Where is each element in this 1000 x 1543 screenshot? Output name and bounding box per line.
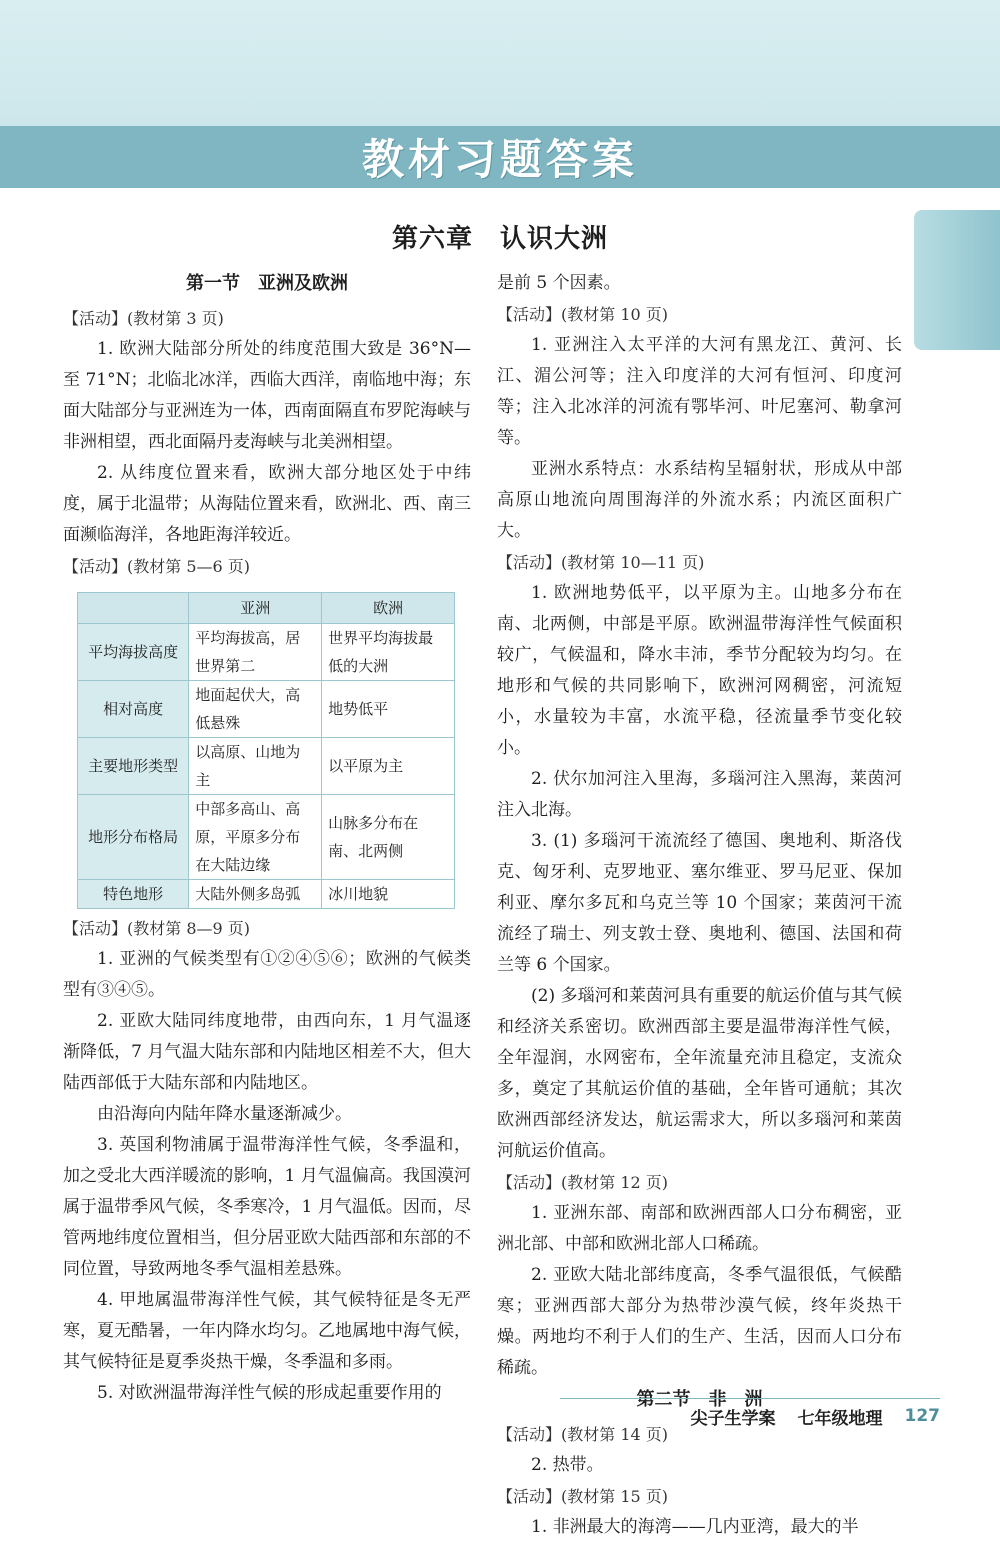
- answer-paragraph: 由沿海向内陆年降水量逐渐减少。: [97, 1104, 352, 1124]
- right-column: [497, 268, 902, 1543]
- table-header: [78, 593, 189, 624]
- activity-label: 【活动】(教材第 8—9 页): [63, 919, 251, 938]
- table-cell: 山脉多分布在南、北两侧: [322, 795, 455, 880]
- answer-paragraph: 2. 从纬度位置来看，欧洲大部分地区处于中纬度，属于北温带；从海陆位置来看，欧洲北、西、南三面濒临海洋，各地距海洋较近。: [63, 463, 471, 545]
- activity-label: 【活动】(教材第 10—11 页): [497, 553, 705, 572]
- left-column: [63, 268, 471, 1409]
- activity-label: 【活动】(教材第 3 页): [63, 309, 224, 328]
- footer-book-title: 尖子生学案: [690, 1408, 776, 1429]
- answer-paragraph: 2. 亚欧大陆北部纬度高，冬季气温很低，气候酷寒；亚洲西部大部分为热带沙漠气候，终年炎热干燥。两地均不利于人们的生产、生活，因而人口分布稀疏。: [497, 1265, 902, 1378]
- activity-label: 【活动】(教材第 12 页): [497, 1173, 669, 1192]
- row-header: 平均海拔高度: [78, 624, 189, 681]
- row-header: 特色地形: [78, 880, 189, 909]
- answer-paragraph: 2. 热带。: [531, 1455, 604, 1475]
- table-header: 欧洲: [322, 593, 455, 624]
- answer-paragraph: 1. 欧洲大陆部分所处的纬度范围大致是 36°N—至 71°N；北临北冰洋，西临大西洋，南临地中海；东面大陆部分与亚洲连为一体，西南面隔直布罗陀海峡与非洲相望，西北面隔丹麦海峡与北美洲相望。: [63, 339, 471, 452]
- table-cell: 以平原为主: [322, 738, 455, 795]
- table-row: [78, 681, 455, 738]
- table-cell: 以高原、山地为主: [189, 738, 322, 795]
- section-title: 第二节 非 洲: [636, 1389, 763, 1410]
- activity-label: 【活动】(教材第 5—6 页): [63, 557, 251, 576]
- table-row: [78, 738, 455, 795]
- table-cell: 地势低平: [322, 681, 455, 738]
- table-cell: 冰川地貌: [322, 880, 455, 909]
- banner-title: 教材习题答案: [361, 135, 638, 184]
- row-header: 相对高度: [78, 681, 189, 738]
- table-row: [78, 624, 455, 681]
- answer-paragraph: (2) 多瑙河和莱茵河具有重要的航运价值与其气候和经济关系密切。欧洲西部主要是温带海洋性气候，全年湿润，水网密布，全年流量充沛且稳定，支流众多，奠定了其航运价值的基础，全年皆可通航；其次欧洲西部经济发达，航运需求大，所以多瑙河和莱茵河航运价值高。: [497, 986, 902, 1161]
- answer-paragraph: 亚洲水系特点：水系结构呈辐射状，形成从中部高原山地流向周围海洋的外流水系；内流区面积广大。: [497, 459, 902, 541]
- table-header-row: [78, 593, 455, 624]
- table-row: [78, 795, 455, 880]
- answer-paragraph: 2. 亚欧大陆同纬度地带，由西向东，1 月气温逐渐降低，7 月气温大陆东部和内陆地区相差不大，但大陆西部低于大陆东部和内陆地区。: [63, 1011, 471, 1093]
- table-cell: 中部多高山、高原，平原多分布在大陆边缘: [189, 795, 322, 880]
- table-cell: 大陆外侧多岛弧: [189, 880, 322, 909]
- row-header: 主要地形类型: [78, 738, 189, 795]
- answer-paragraph: 2. 伏尔加河注入里海，多瑙河注入黑海，莱茵河注入北海。: [497, 769, 902, 820]
- chapter-title: 第六章 认识大洲: [391, 224, 608, 254]
- activity-label: 【活动】(教材第 10 页): [497, 305, 669, 324]
- answer-paragraph: 1. 非洲最大的海湾——几内亚湾，最大的半: [531, 1517, 859, 1537]
- table-cell: 平均海拔高，居世界第二: [189, 624, 322, 681]
- table-cell: 地面起伏大，高低悬殊: [189, 681, 322, 738]
- activity-label: 【活动】(教材第 14 页): [497, 1425, 669, 1444]
- footer-grade: 七年级地理: [797, 1408, 883, 1429]
- answer-paragraph: 5. 对欧洲温带海洋性气候的形成起重要作用的: [97, 1383, 442, 1403]
- table-row: [78, 880, 455, 909]
- table-cell: 世界平均海拔最低的大洲: [322, 624, 455, 681]
- section-title: 第一节 亚洲及欧洲: [186, 273, 348, 294]
- answer-paragraph: 3. (1) 多瑙河干流流经了德国、奥地利、斯洛伐克、匈牙利、克罗地亚、塞尔维亚、罗马尼亚、保加利亚、摩尔多瓦和乌克兰等 10 个国家；莱茵河干流流经了瑞士、列支敦士登、奥地利、德国、法国和荷兰等 6 个国家。: [497, 831, 902, 975]
- answer-paragraph: 1. 欧洲地势低平，以平原为主。山地多分布在南、北两侧，中部是平原。欧洲温带海洋性气候面积较广，气候温和，降水丰沛，季节分配较为均匀。在地形和气候的共同影响下，欧洲河网稠密，河流短小，水量较为丰富，水流平稳，径流量季节变化较小。: [497, 583, 902, 758]
- answer-paragraph: 4. 甲地属温带海洋性气候，其气候特征是冬无严寒，夏无酷暑，一年内降水均匀。乙地属地中海气候，其气候特征是夏季炎热干燥，冬季温和多雨。: [63, 1290, 471, 1372]
- activity-label: 【活动】(教材第 15 页): [497, 1487, 669, 1506]
- title-banner: [0, 126, 1000, 188]
- answer-paragraph: 1. 亚洲注入太平洋的大河有黑龙江、黄河、长江、湄公河等；注入印度洋的大河有恒河、印度河等；注入北冰洋的河流有鄂毕河、叶尼塞河、勒拿河等。: [497, 335, 902, 448]
- answer-paragraph: 1. 亚洲的气候类型有①②④⑤⑥；欧洲的气候类型有③④⑤。: [63, 949, 471, 1000]
- comparison-table: [77, 592, 455, 909]
- table-header: 亚洲: [189, 593, 322, 624]
- page-number: 127: [904, 1406, 940, 1426]
- answer-paragraph: 1. 亚洲东部、南部和欧洲西部人口分布稠密，亚洲北部、中部和欧洲北部人口稀疏。: [497, 1203, 902, 1254]
- page-footer: [560, 1398, 940, 1433]
- row-header: 地形分布格局: [78, 795, 189, 880]
- answer-paragraph: 是前 5 个因素。: [497, 273, 621, 293]
- answer-paragraph: 3. 英国利物浦属于温带海洋性气候，冬季温和，加之受北大西洋暖流的影响，1 月气温偏高。我国漠河属于温带季风气候，冬季寒冷，1 月气温低。因而，尽管两地纬度位置相当，但分居亚欧大陆西部和东部的不同位置，导致两地冬季气温相差悬殊。: [63, 1135, 471, 1279]
